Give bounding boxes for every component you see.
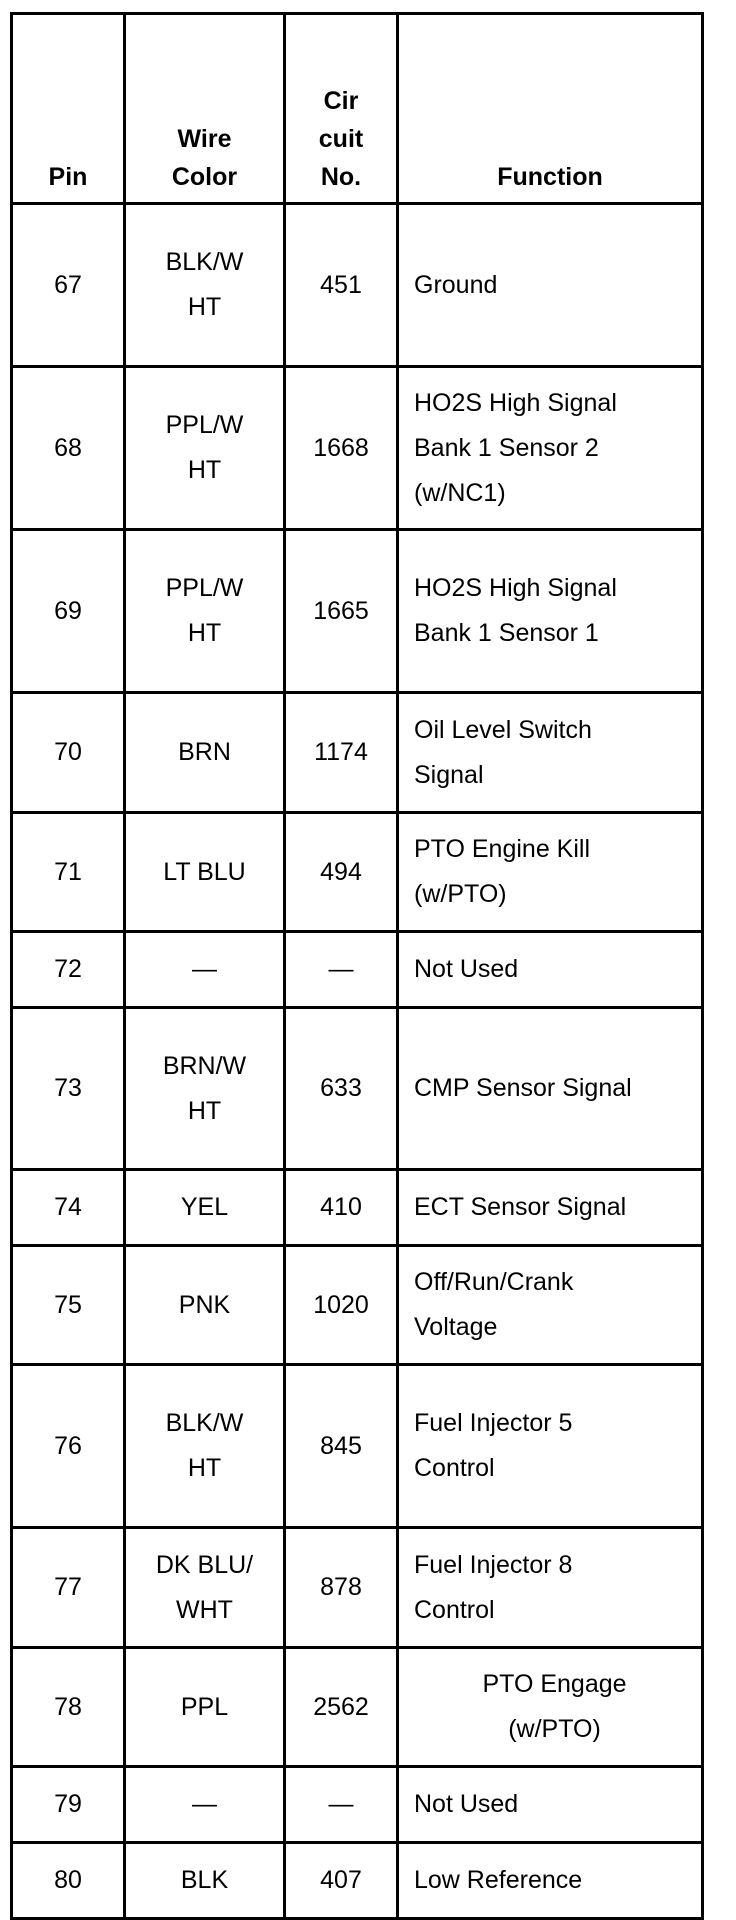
table-row: [12, 1767, 703, 1843]
table-row: [12, 1528, 703, 1648]
header-row: [12, 14, 703, 204]
pin-cell: 80: [12, 1843, 125, 1919]
wire-color-cell: PPL/W HT: [125, 530, 285, 693]
pin-function-table: [10, 12, 704, 1920]
circuit-number-cell: 451: [285, 204, 398, 367]
pin-cell: 74: [12, 1170, 125, 1246]
circuit-number-cell: —: [285, 1767, 398, 1843]
table-row: [12, 813, 703, 932]
circuit-number-cell: 633: [285, 1008, 398, 1170]
circuit-number-cell: 845: [285, 1365, 398, 1528]
wire-color-cell: —: [125, 1767, 285, 1843]
pin-cell: 67: [12, 204, 125, 367]
function-cell: HO2S High Signal Bank 1 Sensor 1: [398, 530, 703, 693]
table-row: [12, 204, 703, 367]
function-cell: Fuel Injector 8 Control: [398, 1528, 703, 1648]
function-cell: Oil Level Switch Signal: [398, 693, 703, 813]
header-wire-color: Wire Color: [125, 14, 285, 204]
table-row: [12, 1170, 703, 1246]
wire-color-cell: —: [125, 932, 285, 1008]
wire-color-cell: YEL: [125, 1170, 285, 1246]
pin-cell: 68: [12, 367, 125, 530]
table-row: [12, 693, 703, 813]
wire-color-cell: PNK: [125, 1246, 285, 1365]
header-function: Function: [398, 14, 703, 204]
wire-color-cell: PPL/W HT: [125, 367, 285, 530]
header-pin: Pin: [12, 14, 125, 204]
table-row: [12, 1365, 703, 1528]
table-row: [12, 932, 703, 1008]
circuit-number-cell: —: [285, 932, 398, 1008]
circuit-number-cell: 1668: [285, 367, 398, 530]
wire-color-cell: BLK/W HT: [125, 1365, 285, 1528]
wire-color-cell: BRN: [125, 693, 285, 813]
circuit-number-cell: 2562: [285, 1648, 398, 1767]
table-row: [12, 1008, 703, 1170]
function-cell: HO2S High Signal Bank 1 Sensor 2 (w/NC1): [398, 367, 703, 530]
function-cell: Not Used: [398, 1767, 703, 1843]
circuit-number-cell: 410: [285, 1170, 398, 1246]
function-cell: ECT Sensor Signal: [398, 1170, 703, 1246]
wire-color-cell: BRN/W HT: [125, 1008, 285, 1170]
pin-cell: 70: [12, 693, 125, 813]
function-cell: Fuel Injector 5 Control: [398, 1365, 703, 1528]
function-cell: Not Used: [398, 932, 703, 1008]
wire-color-cell: BLK: [125, 1843, 285, 1919]
pin-cell: 77: [12, 1528, 125, 1648]
circuit-number-cell: 1020: [285, 1246, 398, 1365]
table-row: [12, 1246, 703, 1365]
pin-cell: 69: [12, 530, 125, 693]
pin-cell: 78: [12, 1648, 125, 1767]
pin-cell: 76: [12, 1365, 125, 1528]
function-cell: Ground: [398, 204, 703, 367]
pin-cell: 71: [12, 813, 125, 932]
table-row: [12, 367, 703, 530]
circuit-number-cell: 878: [285, 1528, 398, 1648]
wire-color-cell: PPL: [125, 1648, 285, 1767]
pin-cell: 79: [12, 1767, 125, 1843]
function-cell: Off/Run/Crank Voltage: [398, 1246, 703, 1365]
function-cell: PTO Engage (w/PTO): [398, 1648, 703, 1767]
table-row: [12, 530, 703, 693]
pin-cell: 72: [12, 932, 125, 1008]
table-row: [12, 1843, 703, 1919]
circuit-number-cell: 407: [285, 1843, 398, 1919]
header-circuit-number: Cir cuit No.: [285, 14, 398, 204]
wire-color-cell: DK BLU/ WHT: [125, 1528, 285, 1648]
wire-color-cell: LT BLU: [125, 813, 285, 932]
wire-color-cell: BLK/W HT: [125, 204, 285, 367]
pin-cell: 73: [12, 1008, 125, 1170]
function-cell: PTO Engine Kill (w/PTO): [398, 813, 703, 932]
circuit-number-cell: 1174: [285, 693, 398, 813]
pin-cell: 75: [12, 1246, 125, 1365]
function-cell: Low Reference: [398, 1843, 703, 1919]
function-cell: CMP Sensor Signal: [398, 1008, 703, 1170]
circuit-number-cell: 494: [285, 813, 398, 932]
circuit-number-cell: 1665: [285, 530, 398, 693]
table-row: [12, 1648, 703, 1767]
